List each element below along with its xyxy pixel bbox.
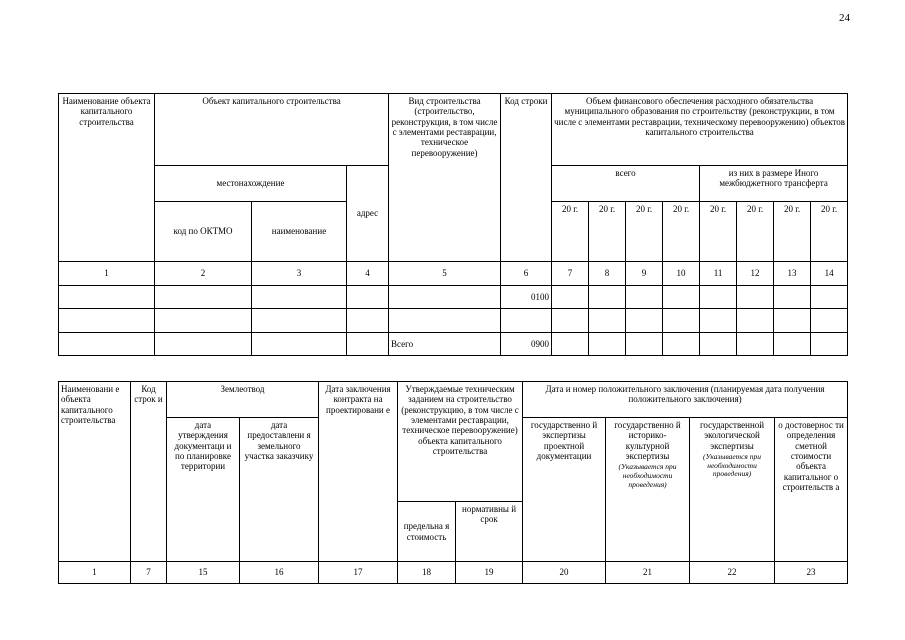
header-conclusion: Дата и номер положительного заключения (планируемая дата получения положительного заключения) (523, 382, 848, 418)
column-number: 21 (606, 562, 690, 584)
header-land-plan-date: дата утверждения документаци и по планировке территории (167, 418, 240, 562)
column-number: 8 (589, 262, 626, 286)
column-number: 14 (811, 262, 848, 286)
column-number: 4 (347, 262, 389, 286)
header-construction-kind: Вид строительства (строительство, реконструкция, в том числе с элементами реставрации, техническое перевооружение) (389, 94, 501, 262)
header-naim: наименование (252, 202, 347, 262)
table-row (59, 309, 848, 333)
header-year: 20 г. (552, 202, 589, 262)
header-cost-limit: предельна я стоимость (398, 502, 456, 562)
header-transfer: из них в размере Иного межбюджетного трансферта (700, 166, 848, 202)
header-year: 20 г. (663, 202, 700, 262)
header-row-code: Код строк и (131, 382, 167, 562)
column-number: 10 (663, 262, 700, 286)
column-numbers-row (59, 262, 848, 286)
total-label: Всего (389, 333, 501, 356)
header-year: 20 г. (626, 202, 663, 262)
column-number: 23 (775, 562, 848, 584)
total-row (59, 333, 848, 356)
header-historic-expertise (606, 418, 690, 562)
header-year: 20 г. (811, 202, 848, 262)
column-number: 22 (690, 562, 775, 584)
table-row (59, 286, 848, 309)
header-total: всего (552, 166, 700, 202)
column-number: 16 (240, 562, 319, 584)
header-object-name: Наименование объекта капитального строительства (59, 94, 155, 262)
header-location: местонахождение (155, 166, 347, 202)
header-row-code: Код строки (501, 94, 552, 262)
column-numbers-row (59, 562, 848, 584)
column-number: 7 (552, 262, 589, 286)
column-number: 3 (252, 262, 347, 286)
header-financing-volume: Объем финансового обеспечения расходного обязательства муниципального образования по строительству (реконструкции, в том числе с элементами реставрации, техническому перевооружению) объектов капитального строительства (552, 94, 848, 166)
header-land: Землеотвод (167, 382, 319, 418)
column-number: 11 (700, 262, 737, 286)
header-ecology-expertise-note: (Указывается при необходимости проведения) (703, 452, 762, 479)
header-year: 20 г. (700, 202, 737, 262)
column-number: 17 (319, 562, 398, 584)
header-project-expertise (523, 418, 606, 562)
header-year: 20 г. (589, 202, 626, 262)
header-estimate-reliability: о достовернос ти определения сметной стоимости объекта капитальног о строительств а (775, 418, 848, 562)
total-code: 0900 (501, 333, 552, 356)
header-object-name: Наименовани е объекта капитального строительства (59, 382, 131, 562)
header-historic-expertise-label: государственно й историко-культурной экспертизы (614, 420, 681, 462)
expertise-table (58, 381, 848, 584)
header-ecology-expertise (690, 418, 775, 562)
column-number: 1 (59, 262, 155, 286)
column-number: 20 (523, 562, 606, 584)
column-number: 9 (626, 262, 663, 286)
column-number: 7 (131, 562, 167, 584)
header-approved: Утверждаемые техническим заданием на строительство (реконструкцию, в том числе с элементами реставрации, техническое перевооружение) объекта капитального строительства (398, 382, 523, 502)
header-address: адрес (347, 166, 389, 262)
column-number: 13 (774, 262, 811, 286)
column-number: 15 (167, 562, 240, 584)
header-historic-expertise-note: (Указывается при необходимости проведения) (618, 462, 677, 489)
header-land-grant-date: дата предоставлени я земельного участка заказчику (240, 418, 319, 562)
row-code: 0100 (501, 286, 552, 309)
header-project-expertise-label: государственно й экспертизы проектной документации (530, 420, 598, 462)
header-contract-date: Дата заключения контракта на проектировани е (319, 382, 398, 562)
header-standard-term: нормативны й срок (456, 502, 523, 562)
header-year: 20 г. (737, 202, 774, 262)
column-number: 6 (501, 262, 552, 286)
column-number: 18 (398, 562, 456, 584)
column-number: 2 (155, 262, 252, 286)
column-number: 5 (389, 262, 501, 286)
column-number: 12 (737, 262, 774, 286)
financing-table (58, 93, 848, 356)
header-ecology-expertise-label: государственной экологической экспертизы (699, 420, 765, 451)
header-oktmo: код по ОКТМО (155, 202, 252, 262)
header-object: Объект капитального строительства (155, 94, 389, 166)
header-year: 20 г. (774, 202, 811, 262)
column-number: 19 (456, 562, 523, 584)
column-number: 1 (59, 562, 131, 584)
page-number: 24 (839, 12, 850, 24)
